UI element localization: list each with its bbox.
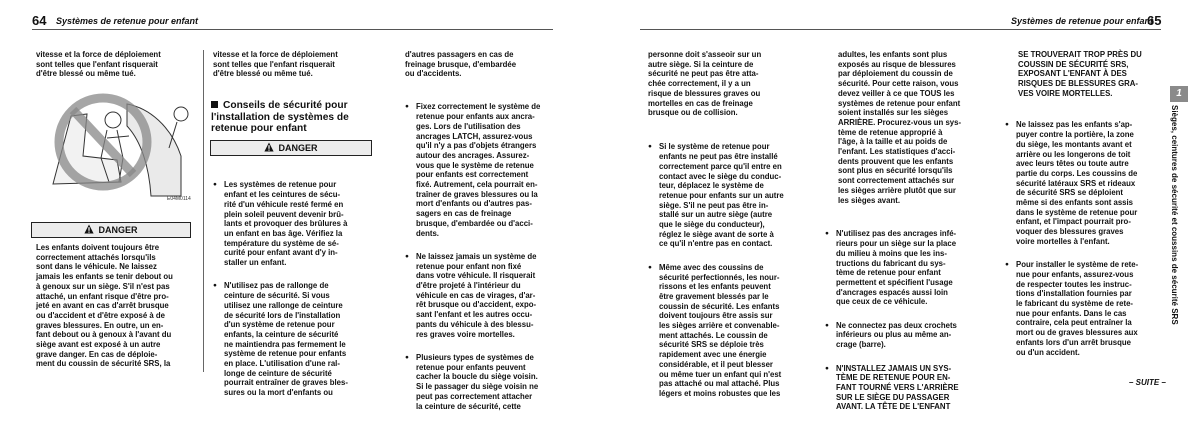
bullet-item: ● Ne connectez pas deux crochets inférieurs ou plus au même an- crage (barre). [825, 321, 1003, 350]
bullet-item: ● Si le système de retenue pour enfants ne peut pas être installé correctement parce qu'il entre en contact avec le siège du conduc- teur, déplacez le système de retenue pour enfants sur un autre siège. S'il ne peut pas être in- stallé sur un autre siège (autre que le siège du conducteur), réglez le siège avant de sorte à ce qu'il n'entre pas en contact. [648, 142, 813, 249]
left-danger-banner-2 [210, 140, 372, 156]
bullet-item: ● Les systèmes de retenue pour enfant et les ceintures de sécu- rité d'un véhicule resté fermé en plein soleil peuvent devenir brû- lants et provoquer des brûlures à un enfant en bas âge. Vérifiez la température du système de sé- curité pour enfant avant d'y in- staller un enfant. [213, 180, 378, 267]
section-title [211, 100, 349, 135]
left-danger-banner [31, 222, 191, 238]
right-col3-continuation: SE TROUVERAIT TROP PRÈS DU COUSSIN DE SÉCURITÉ SRS, EXPOSANT L'ENFANT À DES RISQUES DE BLESSURES GRA- VES VOIRE MORTELLES. [1018, 50, 1142, 98]
bullet-item: ● Ne laissez pas les enfants s'ap- puyer contre la portière, la zone du siège, les montants avant et arrière ou les longerons de toit avec leurs têtes ou toute autre partie du corps. Les coussins de sécurité latéraux SRS et rideaux de sécurité SRS se déploient même si des enfants sont assis dans le système de retenue pour enfant, et l'impact pourrait pro- voquer des blessures graves voire mortelles à l'enfant. [1005, 120, 1160, 246]
left-col2-continuation: vitesse et la force de déploiement sont telles que l'enfant risquerait d'être blessé ou même tué. [213, 50, 338, 79]
left-col3-continuation: d'autres passagers en cas de freinage brusque, d'embardée ou d'accidents. [405, 50, 517, 79]
danger-label-2: DANGER [278, 143, 318, 153]
left-col1-continuation: vitesse et la force de déploiement sont telles que l'enfant risquerait d'être blessé ou même tué. [36, 50, 161, 79]
right-header-rule [640, 29, 1161, 30]
right-col2-continuation: adultes, les enfants sont plus exposés au risque de blessures par déploiement du coussin de sécurité. Pour cette raison, vous devez veiller à ce que TOUS les systèmes de retenue pour enfant soient installés sur les sièges ARRIÈRE. Procurez-vous un sys- tème de retenue approprié à l'âge, à la taille et au poids de l'enfant. Les statistiques d'acci- dents prouvent que les enfants sont plus en sécurité lorsqu'ils sont correctement attachés sur les sièges arrière plutôt que sur les sièges avant. [838, 50, 962, 205]
danger-label: DANGER [98, 225, 138, 235]
left-page-header: Systèmes de retenue pour enfant [56, 16, 199, 26]
bullet-item: ● Plusieurs types de systèmes de retenue pour enfants peuvent cacher la boucle du siège voisin. Si le passager du siège voisin ne peut pas correctement attacher la ceinture de sécurité, cette [405, 353, 570, 411]
bullet-item: ● Pour installer le système de rete- nue pour enfants, assurez-vous de respecter toutes les instruc- tions d'installation fournies par le fabricant du système de rete- nue pour enfants. Dans le cas contraire, cela peut entraîner la mort ou de graves blessures aux enfants lors d'un arrêt brusque ou d'un accident. [1005, 260, 1160, 357]
warning-icon [264, 142, 274, 152]
right-col1-continuation: personne doit s'asseoir sur un autre siège. Si la ceinture de sécurité ne peut pas être atta- chée correctement, il y a un risque de blessures graves ou mortelles en cas de freinage brusque ou de collision. [648, 50, 762, 118]
bullet-item: ● Même avec des coussins de sécurité perfectionnés, les nour- rissons et les enfants peuvent être gravement blessés par le coussin de sécurité. Les enfants doivent toujours être assis sur les sièges arrière et convenable- ment attachés. Le coussin de sécurité SRS se déploie très rapidement avec une énergie considérable, et il peut blesser ou même tuer un enfant qui n'est pas attaché ou mal attaché. Plus légers et moins robustes que les [648, 263, 813, 399]
child-standing-prohibited-illustration [31, 86, 191, 205]
left-column-divider [203, 50, 204, 372]
left-page-number: 64 [32, 13, 47, 28]
continued-marker: – SUITE – [1129, 378, 1166, 387]
right-col1-bullets [648, 123, 813, 422]
bullet-item: ● N'INSTALLEZ JAMAIS UN SYS- TÈME DE RETENUE POUR EN- FANT TOURNÉ VERS L'ARRIÈRE SUR LE SIÈGE DU PASSAGER AVANT. LA TÊTE DE L'ENFANT [825, 364, 1003, 413]
left-col2-bullets [213, 161, 378, 421]
section-title-text: Conseils de sécurité pour l'installation de systèmes de retenue pour enfant [211, 100, 349, 134]
section-square-icon [211, 101, 218, 108]
bullet-item: ● N'utilisez pas de rallonge de ceinture de sécurité. Si vous utilisez une rallonge de ceinture de sécurité lors de l'installation d'un système de retenue pour enfants, la ceinture de sécurité ne maintiendra pas fermement le système de retenue pour enfants en place. L'utilisation d'une ral- longe de ceinture de sécurité pourrait entraîner de graves bles- sures ou la mort d'enfants ou [213, 281, 378, 397]
figure-code: E04M0114 [167, 196, 191, 202]
bullet-item: ● Fixez correctement le système de retenue pour enfants aux ancra- ges. Lors de l'utilisation des ancrages LATCH, assurez-vous qu'il n'y a pas d'objets étrangers autour des ancrages. Assurez- vous que le système de retenue pour enfants est correctement fixé. Autrement, cela pourrait en- traîner de graves blessures ou la mort d'enfants ou d'autres pas- sagers en cas de freinage brusque, d'embardée ou d'acci- dents. [405, 102, 570, 238]
right-col3-bullets [1005, 101, 1160, 381]
bullet-item: ● Ne laissez jamais un système de retenue pour enfant non fixé dans votre véhicule. Il risquerait d'être projeté à l'intérieur du véhicule en cas de virages, d'ar- rêt brusque ou d'accident, expo- sant l'enfant et les autres occu- pants du véhicule à des blessu- res graves voire mortelles. [405, 252, 570, 339]
chapter-tab: 1 [1170, 86, 1188, 102]
warning-icon [84, 224, 94, 234]
chapter-side-title: Sièges, ceintures de sécurité et coussins de sécurité SRS [1170, 105, 1179, 325]
right-col2-bullets [825, 210, 1003, 435]
left-header-rule [32, 29, 553, 30]
bullet-item: ● N'utilisez pas des ancrages infé- rieurs pour un siège sur la place du milieu à moins que les ins- tructions du fabricant du sys- tème de retenue pour enfant permettent et spécifient l'usage d'ancrages espacés aussi loin que ceux de ce véhicule. [825, 229, 1003, 307]
left-col3-bullets [405, 83, 570, 435]
right-page-header: Systèmes de retenue pour enfant [1011, 16, 1154, 26]
right-page-number: 65 [1147, 13, 1162, 28]
left-danger-text: Les enfants doivent toujours être correctement attachés lorsqu'ils sont dans le véhicule. Ne laissez jamais les enfants se tenir debout ou à genoux sur un siège. S'il n'est pas attaché, un enfant risque d'être pro- jeté en avant en cas d'arrêt brusque ou d'accident et d'être exposé à de graves blessures. En outre, un en- fant debout ou à genoux à l'avant du siège avant est exposé à un autre grave danger. En cas de déploie- ment du coussin de sécurité SRS, la [36, 243, 173, 369]
